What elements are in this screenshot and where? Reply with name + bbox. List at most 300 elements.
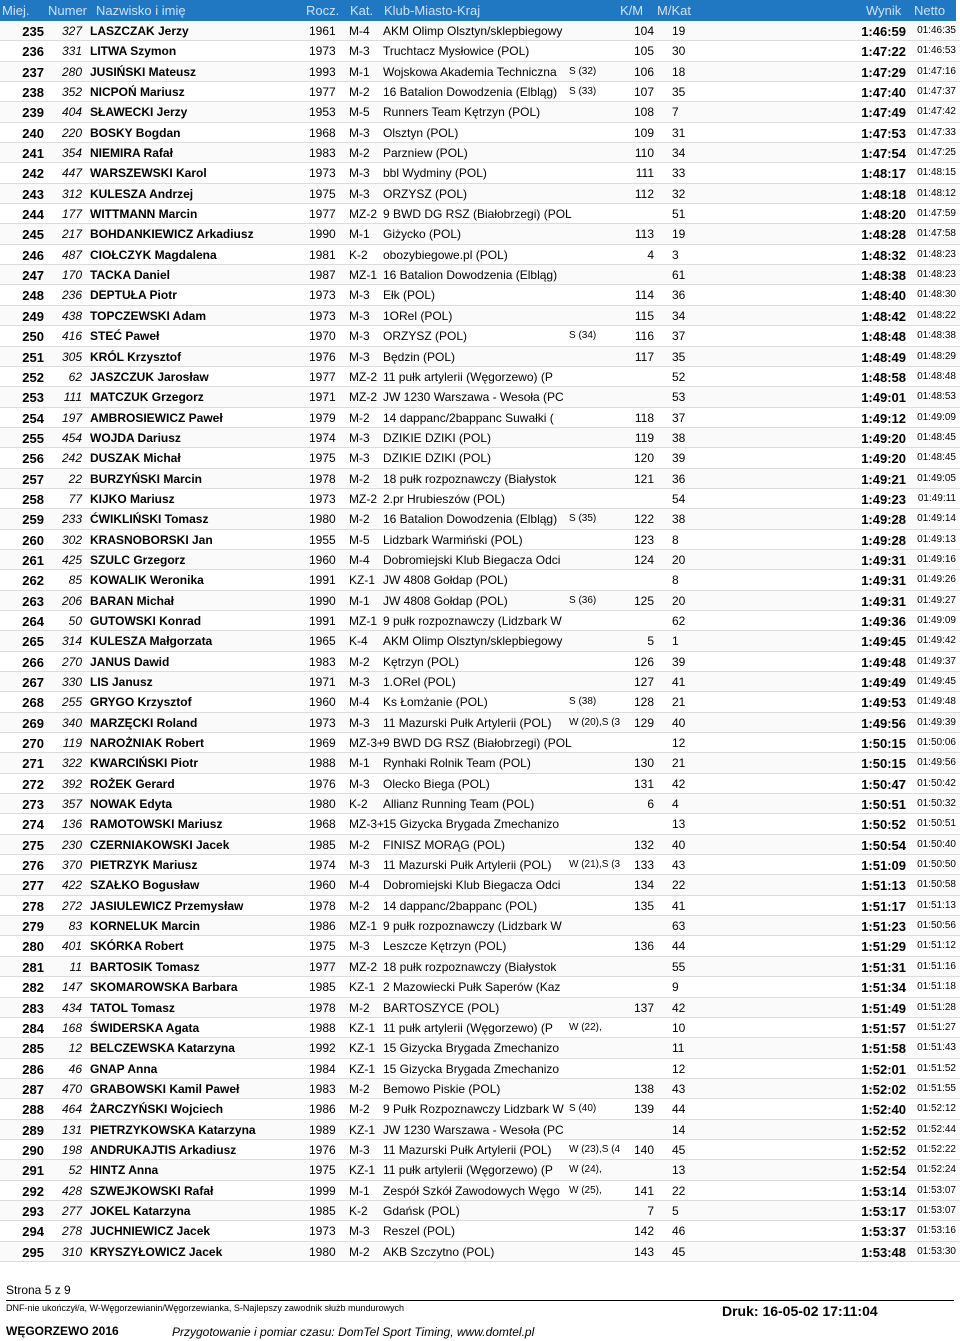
category-cell: M-2: [349, 410, 370, 425]
place-cell: 247: [22, 268, 44, 284]
header-wynik: Wynik: [866, 3, 902, 18]
birth-year-cell: 1968: [309, 125, 336, 140]
table-row: [0, 448, 960, 468]
club-cell: DZIKIE DZIKI (POL): [383, 430, 492, 445]
club-cell: JW 4808 Gołdap (POL): [383, 593, 508, 608]
category-cell: M-2: [349, 1081, 370, 1096]
net-time-cell: 01:47:33: [917, 126, 956, 138]
header-netto: Netto: [914, 3, 946, 18]
birth-year-cell: 1980: [309, 512, 336, 527]
gender-place-cell: 128: [633, 695, 654, 710]
place-cell: 258: [22, 491, 44, 507]
gender-place-cell: 140: [633, 1142, 654, 1157]
category-cell: M-1: [349, 227, 370, 242]
net-time-cell: 01:50:58: [917, 879, 956, 891]
table-row: [0, 387, 960, 407]
category-cell: M-3: [349, 125, 370, 140]
bib-number-cell: 330: [61, 675, 82, 689]
runner-name-cell: KORNELUK Marcin: [90, 919, 201, 934]
runner-name-cell: WITTMANN Marcin: [90, 207, 198, 222]
gender-place-cell: 104: [633, 24, 654, 38]
category-place-cell: 13: [672, 1163, 686, 1178]
table-row: [0, 875, 960, 895]
gender-place-cell: 137: [633, 1000, 654, 1015]
net-time-cell: 01:49:42: [917, 635, 956, 647]
bib-number-cell: 277: [61, 1203, 82, 1218]
place-cell: 237: [22, 64, 44, 80]
category-place-cell: 38: [672, 430, 686, 445]
club-cell: 15 Gizycka Brygada Zmechanizo: [383, 1061, 560, 1076]
table-row: [0, 794, 960, 814]
bib-number-cell: 220: [61, 125, 82, 140]
category-cell: MZ-1: [349, 919, 377, 934]
category-cell: M-3: [349, 349, 370, 364]
club-cell: 11 pułk artylerii (Węgorzewo) (P: [383, 1163, 553, 1178]
birth-year-cell: 1983: [309, 654, 336, 669]
place-cell: 249: [22, 308, 44, 324]
club-cell: Będzin (POL): [383, 349, 456, 364]
bib-number-cell: 310: [61, 1244, 82, 1259]
runner-name-cell: PIETRZYK Mariusz: [90, 858, 198, 873]
header-mkat: M/Kat: [657, 3, 691, 18]
runner-name-cell: WOJDA Dariusz: [90, 430, 181, 445]
club-cell: Giżycko (POL): [383, 227, 462, 242]
place-cell: 261: [22, 552, 44, 568]
net-time-cell: 01:49:09: [917, 614, 956, 626]
result-time-cell: 1:52:40: [861, 1102, 906, 1118]
place-cell: 253: [22, 390, 44, 406]
net-time-cell: 01:48:23: [917, 248, 956, 260]
table-row: [0, 1242, 960, 1262]
result-time-cell: 1:50:47: [861, 776, 906, 792]
club-cell: 2.pr Hrubieszów (POL): [383, 491, 506, 506]
club-cell: Reszel (POL): [383, 1224, 456, 1239]
category-place-cell: 32: [672, 186, 686, 201]
club-cell: Ełk (POL): [383, 288, 436, 303]
birth-year-cell: 1977: [309, 207, 336, 222]
bib-number-cell: 85: [68, 573, 82, 588]
table-row: [0, 62, 960, 82]
place-cell: 275: [22, 837, 44, 853]
runner-name-cell: RAMOTOWSKI Mariusz: [90, 817, 223, 832]
category-cell: M-2: [349, 146, 370, 161]
table-row: [0, 611, 960, 631]
table-row: [0, 652, 960, 672]
category-cell: KZ-1: [349, 1020, 376, 1035]
gender-place-cell: 116: [634, 329, 654, 344]
table-row: [0, 21, 960, 41]
birth-year-cell: 1989: [309, 1122, 336, 1137]
timing-credit: Przygotowanie i pomiar czasu: DomTel Sport Timing, www.domtel.pl: [172, 1325, 535, 1339]
net-time-cell: 01:47:59: [917, 208, 956, 220]
net-time-cell: 01:48:53: [917, 391, 956, 403]
bib-number-cell: 447: [61, 166, 82, 181]
place-cell: 241: [22, 146, 44, 162]
category-cell: M-2: [349, 654, 370, 669]
category-cell: MZ-2: [349, 390, 377, 405]
result-time-cell: 1:50:15: [861, 756, 906, 772]
result-time-cell: 1:51:58: [861, 1041, 906, 1057]
category-cell: MZ-2: [349, 491, 377, 506]
place-cell: 281: [22, 959, 44, 975]
birth-year-cell: 1975: [309, 451, 336, 466]
result-time-cell: 1:51:17: [861, 898, 906, 914]
bib-number-cell: 302: [61, 532, 82, 547]
place-cell: 264: [22, 613, 44, 629]
runner-name-cell: HINTZ Anna: [90, 1163, 159, 1178]
place-cell: 285: [22, 1041, 44, 1057]
bib-number-cell: 392: [61, 776, 82, 791]
net-time-cell: 01:49:11: [917, 492, 956, 504]
runner-name-cell: GUTOWSKI Konrad: [90, 613, 202, 628]
category-cell: MZ-1: [349, 268, 377, 283]
table-row: [0, 591, 960, 611]
net-time-cell: 01:50:06: [917, 737, 956, 749]
category-place-cell: 10: [672, 1020, 686, 1035]
gender-place-cell: 111: [635, 166, 654, 181]
gender-place-cell: 120: [633, 451, 654, 466]
result-time-cell: 1:51:31: [861, 959, 906, 975]
category-cell: M-3: [349, 1142, 370, 1157]
result-time-cell: 1:50:54: [861, 837, 906, 853]
category-cell: M-3: [349, 308, 370, 323]
result-time-cell: 1:53:17: [861, 1203, 906, 1219]
place-cell: 236: [22, 44, 44, 60]
bib-number-cell: 22: [68, 471, 82, 486]
birth-year-cell: 1993: [309, 64, 336, 79]
net-time-cell: 01:51:16: [917, 960, 956, 972]
net-time-cell: 01:49:13: [917, 533, 956, 545]
runner-name-cell: KRASNOBORSKI Jan: [90, 532, 213, 547]
gender-place-cell: 121: [633, 471, 654, 486]
table-row: [0, 530, 960, 550]
result-time-cell: 1:49:28: [861, 532, 906, 548]
special-rank-cell: W (25),: [569, 1184, 602, 1196]
gender-place-cell: 118: [634, 410, 654, 425]
table-row: [0, 550, 960, 570]
result-time-cell: 1:47:49: [861, 105, 906, 121]
category-place-cell: 43: [672, 1081, 686, 1096]
gender-place-cell: 117: [634, 349, 654, 364]
result-time-cell: 1:51:34: [861, 980, 906, 996]
club-cell: JW 1230 Warszawa - Wesoła (PC: [383, 390, 564, 405]
category-place-cell: 21: [672, 695, 686, 710]
category-place-cell: 46: [672, 1224, 686, 1239]
runner-name-cell: PIETRZYKOWSKA Katarzyna: [90, 1122, 256, 1137]
runner-name-cell: BARAN Michał: [90, 593, 175, 608]
bib-number-cell: 62: [68, 369, 82, 384]
club-cell: 9 pułk rozpoznawczy (Lidzbark W: [383, 613, 562, 628]
net-time-cell: 01:53:30: [917, 1245, 956, 1257]
runner-name-cell: GRABOWSKI Kamil Paweł: [90, 1081, 240, 1096]
club-cell: 16 Batalion Dowodzenia (Elbląg): [383, 268, 558, 283]
bib-number-cell: 136: [61, 817, 82, 832]
category-place-cell: 39: [672, 654, 686, 669]
gender-place-cell: 108: [633, 105, 654, 120]
result-time-cell: 1:52:54: [861, 1163, 906, 1179]
gender-place-cell: 109: [633, 125, 654, 140]
bib-number-cell: 352: [61, 85, 82, 100]
bib-number-cell: 272: [61, 898, 82, 913]
place-cell: 238: [22, 85, 44, 101]
table-row: [0, 285, 960, 305]
club-cell: 9 pułk rozpoznawczy (Lidzbark W: [383, 919, 562, 934]
category-place-cell: 14: [672, 1122, 686, 1137]
result-time-cell: 1:52:52: [861, 1142, 906, 1158]
category-place-cell: 42: [672, 776, 686, 791]
category-cell: M-1: [349, 756, 370, 771]
category-cell: M-3: [349, 939, 370, 954]
birth-year-cell: 1984: [309, 1061, 336, 1076]
bib-number-cell: 170: [61, 268, 82, 283]
print-timestamp: Druk: 16-05-02 17:11:04: [722, 1303, 878, 1319]
runner-name-cell: SKÓRKA Robert: [90, 939, 184, 954]
category-cell: K-2: [349, 1203, 368, 1218]
category-place-cell: 40: [672, 715, 686, 730]
birth-year-cell: 1979: [309, 410, 336, 425]
club-cell: Parzniew (POL): [383, 146, 468, 161]
club-cell: 2 Mazowiecki Pułk Saperów (Kaz: [383, 980, 561, 995]
category-cell: M-4: [349, 552, 370, 567]
category-cell: KZ-1: [349, 1163, 376, 1178]
bib-number-cell: 487: [61, 247, 82, 262]
category-place-cell: 37: [672, 410, 686, 425]
net-time-cell: 01:47:37: [917, 86, 956, 98]
bib-number-cell: 428: [61, 1183, 82, 1198]
category-place-cell: 30: [672, 44, 686, 59]
result-time-cell: 1:49:48: [861, 654, 906, 670]
club-cell: FINISZ MORĄG (POL): [383, 837, 506, 852]
net-time-cell: 01:48:48: [917, 370, 956, 382]
birth-year-cell: 1990: [309, 593, 336, 608]
runner-name-cell: AMBROSIEWICZ Paweł: [90, 410, 223, 425]
bib-number-cell: 206: [61, 593, 82, 608]
place-cell: 244: [22, 207, 44, 223]
bib-number-cell: 425: [61, 552, 82, 567]
bib-number-cell: 434: [61, 1000, 82, 1015]
birth-year-cell: 1986: [309, 1102, 336, 1117]
net-time-cell: 01:48:22: [917, 309, 956, 321]
place-cell: 257: [22, 471, 44, 487]
runner-name-cell: BOSKY Bogdan: [90, 125, 181, 140]
category-place-cell: 7: [672, 105, 679, 120]
birth-year-cell: 1960: [309, 695, 336, 710]
bib-number-cell: 83: [68, 919, 82, 934]
category-cell: M-3: [349, 715, 370, 730]
net-time-cell: 01:48:45: [917, 452, 956, 464]
club-cell: AKB Szczytno (POL): [383, 1244, 495, 1259]
runner-name-cell: BOHDANKIEWICZ Arkadiusz: [90, 227, 254, 242]
category-place-cell: 51: [672, 207, 686, 222]
gender-place-cell: 114: [634, 288, 654, 303]
bib-number-cell: 278: [61, 1224, 82, 1239]
gender-place-cell: 135: [633, 898, 654, 913]
table-row: [0, 1160, 960, 1180]
table-row: [0, 163, 960, 183]
runner-name-cell: BELCZEWSKA Katarzyna: [90, 1041, 235, 1056]
page-number: Strona 5 z 9: [6, 1283, 71, 1297]
birth-year-cell: 1985: [309, 980, 336, 995]
birth-year-cell: 1973: [309, 491, 336, 506]
category-place-cell: 20: [672, 593, 686, 608]
footer-legend: DNF-nie ukończył/a, W-Węgorzewianin/Węgorzewianka, S-Najlepszy zawodnik służb mundurowych: [6, 1303, 404, 1313]
club-cell: bbl Wydminy (POL): [383, 166, 487, 181]
place-cell: 268: [22, 695, 44, 711]
category-cell: KZ-1: [349, 1122, 376, 1137]
club-cell: 15 Gizycka Brygada Zmechanizo: [383, 1041, 560, 1056]
bib-number-cell: 111: [63, 390, 82, 405]
table-row: [0, 102, 960, 122]
net-time-cell: 01:50:42: [917, 777, 956, 789]
net-time-cell: 01:46:53: [917, 45, 956, 57]
runner-name-cell: GRYGO Krzysztof: [90, 695, 192, 710]
category-place-cell: 45: [672, 1142, 686, 1157]
table-row: [0, 1038, 960, 1058]
net-time-cell: 01:53:07: [917, 1204, 956, 1216]
result-time-cell: 1:49:31: [861, 573, 906, 589]
place-cell: 273: [22, 797, 44, 813]
table-row: [0, 82, 960, 102]
bib-number-cell: 255: [61, 695, 82, 710]
club-cell: 9 BWD DG RSZ (Białobrzegi) (POL: [383, 207, 572, 222]
place-cell: 272: [22, 776, 44, 792]
club-cell: JW 1230 Warszawa - Wesoła (PC: [383, 1122, 564, 1137]
bib-number-cell: 464: [61, 1102, 82, 1117]
net-time-cell: 01:49:16: [917, 553, 956, 565]
place-cell: 240: [22, 125, 44, 141]
gender-place-cell: 126: [633, 654, 654, 669]
bib-number-cell: 357: [61, 797, 82, 812]
bib-number-cell: 270: [61, 654, 82, 669]
table-row: [0, 835, 960, 855]
runner-name-cell: STEĆ Paweł: [90, 329, 160, 344]
result-time-cell: 1:50:52: [861, 817, 906, 833]
table-row: [0, 713, 960, 733]
gender-place-cell: 134: [633, 878, 654, 893]
birth-year-cell: 1971: [309, 390, 336, 405]
header-klub: Klub-Miasto-Kraj: [384, 3, 481, 18]
runner-name-cell: ŚWIDERSKA Agata: [90, 1020, 200, 1035]
net-time-cell: 01:48:30: [917, 289, 956, 301]
place-cell: 250: [22, 329, 44, 345]
net-time-cell: 01:50:32: [917, 798, 956, 810]
bib-number-cell: 236: [61, 288, 82, 303]
runner-name-cell: SZULC Grzegorz: [90, 552, 186, 567]
category-place-cell: 34: [672, 146, 686, 161]
table-row: [0, 977, 960, 997]
gender-place-cell: 139: [633, 1102, 654, 1117]
place-cell: 269: [22, 715, 44, 731]
net-time-cell: 01:50:51: [917, 818, 956, 830]
category-place-cell: 22: [672, 878, 686, 893]
place-cell: 277: [22, 878, 44, 894]
net-time-cell: 01:47:25: [917, 147, 956, 159]
bib-number-cell: 280: [61, 64, 82, 79]
gender-place-cell: 130: [633, 756, 654, 771]
club-cell: ORZYSZ (POL): [383, 329, 468, 344]
special-rank-cell: W (20),S (3: [569, 716, 621, 728]
category-cell: MZ-3+: [349, 736, 385, 751]
place-cell: 290: [22, 1142, 44, 1158]
header-rocz: Rocz.: [306, 3, 340, 18]
table-row: [0, 916, 960, 936]
net-time-cell: 01:48:15: [917, 167, 956, 179]
runner-name-cell: KOWALIK Weronika: [90, 573, 204, 588]
table-row: [0, 855, 960, 875]
category-place-cell: 54: [672, 491, 686, 506]
club-cell: 1.ORel (POL): [383, 675, 456, 689]
place-cell: 262: [22, 573, 44, 589]
net-time-cell: 01:51:27: [917, 1021, 956, 1033]
birth-year-cell: 1961: [309, 24, 336, 38]
net-time-cell: 01:52:44: [917, 1123, 956, 1135]
table-row: [0, 1099, 960, 1119]
gender-place-cell: 138: [633, 1081, 654, 1096]
runner-name-cell: BARTOSIK Tomasz: [90, 959, 200, 974]
runner-name-cell: JASZCZUK Jarosław: [90, 369, 209, 384]
category-cell: K-4: [349, 634, 368, 649]
category-cell: M-4: [349, 695, 370, 710]
category-cell: M-3: [349, 166, 370, 181]
runner-name-cell: KWARCIŃSKI Piotr: [90, 756, 198, 771]
club-cell: 18 pułk rozpoznawczy (Białystok: [383, 959, 557, 974]
place-cell: 266: [22, 654, 44, 670]
net-time-cell: 01:50:56: [917, 920, 956, 932]
category-place-cell: 31: [672, 125, 686, 140]
category-place-cell: 40: [672, 837, 686, 852]
birth-year-cell: 1985: [309, 837, 336, 852]
net-time-cell: 01:53:07: [917, 1184, 956, 1196]
club-cell: Olsztyn (POL): [383, 125, 459, 140]
place-cell: 276: [22, 858, 44, 874]
category-place-cell: 8: [672, 532, 679, 547]
net-time-cell: 01:51:28: [917, 1001, 956, 1013]
club-cell: JW 4808 Gołdap (POL): [383, 573, 508, 588]
runner-name-cell: ĆWIKLIŃSKI Tomasz: [90, 512, 209, 527]
category-place-cell: 18: [672, 64, 686, 79]
club-cell: 11 Mazurski Pułk Artylerii (POL): [383, 858, 552, 873]
birth-year-cell: 1973: [309, 288, 336, 303]
runner-name-cell: DUSZAK Michał: [90, 451, 181, 466]
bib-number-cell: 12: [68, 1041, 82, 1056]
category-place-cell: 19: [672, 227, 686, 242]
place-cell: 246: [22, 247, 44, 263]
table-row: [0, 41, 960, 61]
category-cell: M-1: [349, 593, 370, 608]
runner-name-cell: JANUS Dawid: [90, 654, 170, 669]
category-cell: M-4: [349, 878, 370, 893]
place-cell: 271: [22, 756, 44, 772]
result-time-cell: 1:49:20: [861, 451, 906, 467]
bib-number-cell: 50: [68, 613, 82, 628]
result-time-cell: 1:49:31: [861, 593, 906, 609]
gender-place-cell: 5: [647, 634, 654, 649]
gender-place-cell: 124: [633, 552, 654, 567]
club-cell: 15 Gizycka Brygada Zmechanizo: [383, 817, 560, 832]
category-cell: M-2: [349, 471, 370, 486]
gender-place-cell: 133: [633, 858, 654, 873]
category-cell: MZ-2: [349, 207, 377, 222]
gender-place-cell: 4: [647, 247, 654, 262]
club-cell: Dobromiejski Klub Biegacza Odci: [383, 878, 561, 893]
header-miej: Miej.: [2, 3, 30, 18]
bib-number-cell: 314: [61, 634, 82, 649]
header-km: K/M: [620, 3, 644, 18]
gender-place-cell: 106: [633, 64, 654, 79]
special-rank-cell: S (35): [569, 513, 597, 525]
category-place-cell: 1: [672, 634, 679, 649]
table-row: [0, 957, 960, 977]
